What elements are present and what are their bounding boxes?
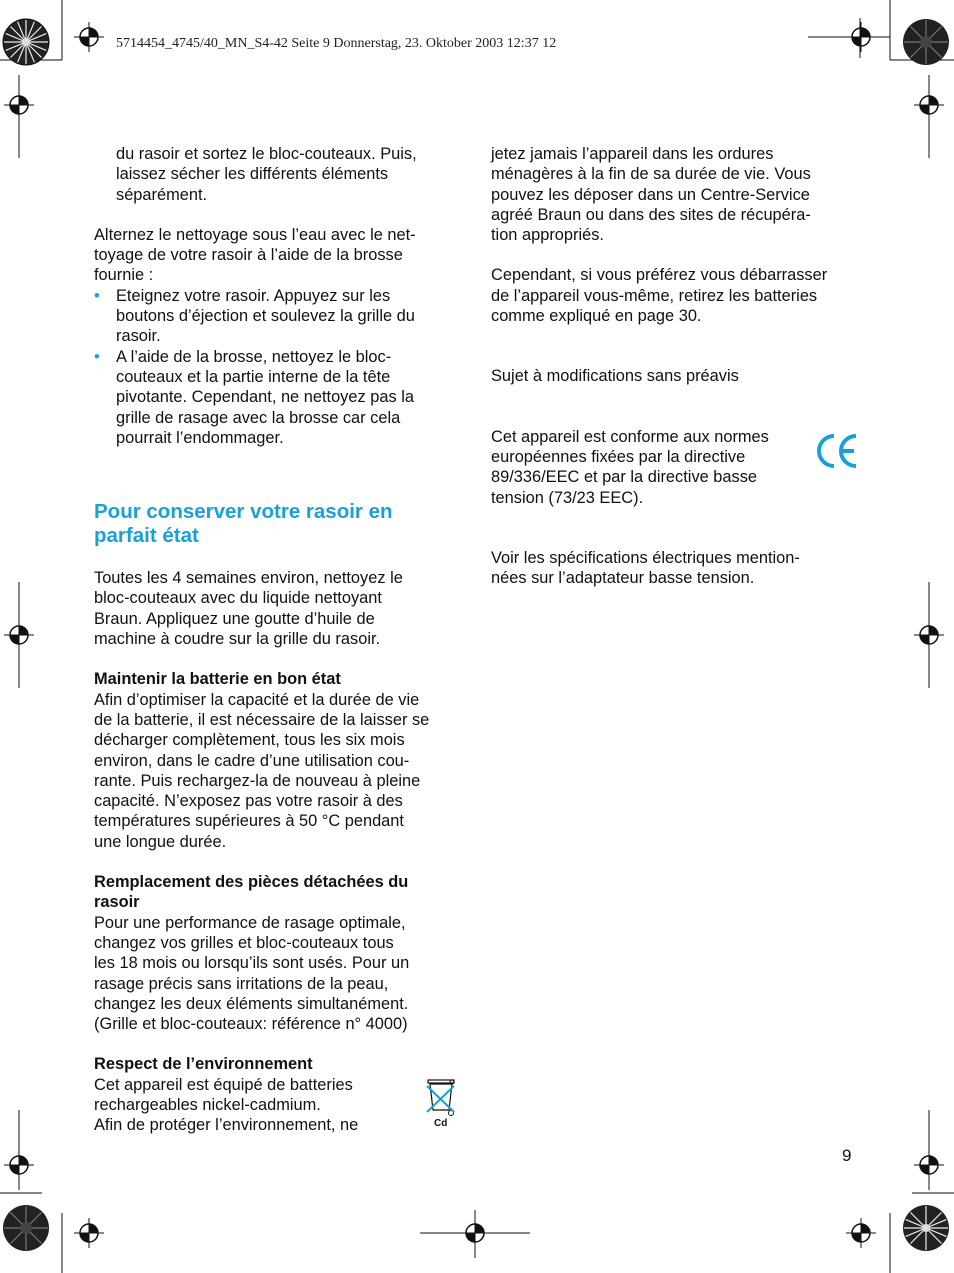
alternate-cleaning-paragraph: Alternez le nettoyage sous l’eau avec le net- toyage de votre rasoir à l’aide de la brosse fournie :: [94, 225, 416, 285]
intro-paragraph: du rasoir et sortez le bloc-couteaux. Puis, laissez sécher les différents éléments séparément.: [116, 145, 417, 204]
self-disposal-paragraph: Cependant, si vous préférez vous débarrasser de l’appareil vous-même, retirez les batteries comme expliqué en page 30.: [491, 266, 828, 326]
disposal-paragraph: jetez jamais l’appareil dans les ordures ménagères à la fin de sa durée de vie. Vous pouvez les déposer dans un Centre-Service agréé Braun ou dans des sites de récupéra- tion appropriés.: [491, 145, 811, 245]
parts-paragraph: Pour une performance de rasage optimale, changez vos grilles et bloc-couteaux tous les 18 mois ou lorsqu’ils sont usés. Pour un rasage précis sans irritations de la peau, changez les deux éléments simultanément. (Grille et bloc-couteaux: référence n° 4000): [94, 913, 410, 1034]
radial-color-wheel-icon: [2, 1204, 50, 1252]
bullet-icon: •: [94, 286, 100, 305]
crosshair-registration-icon: [460, 1218, 490, 1248]
environment-paragraph: Cet appareil est équipé de batteries rechargeables nickel-cadmium. Afin de protéger l’environnement, ne: [94, 1075, 359, 1135]
crosshair-registration-icon: [846, 22, 876, 52]
radial-color-wheel-icon: [2, 18, 50, 66]
list-item: • A l’aide de la brosse, nettoyez le bloc- couteaux et la partie interne de la tête pivotante. Cependant, ne nettoyez pas la grille de rasage avec la brosse car cela pourrait l’endommager.: [94, 347, 414, 447]
crosshair-registration-icon: [914, 90, 944, 120]
radial-color-wheel-icon: [902, 18, 950, 66]
crosshair-registration-icon: [74, 1218, 104, 1248]
notice-text: Sujet à modifications sans préavis: [491, 367, 739, 386]
section-heading: Pour conserver votre rasoir en parfait état: [94, 500, 393, 548]
parts-subheading: Remplacement des pièces détachées du rasoir: [94, 873, 409, 912]
radial-color-wheel-icon: [902, 1204, 950, 1252]
crosshair-registration-icon: [4, 1150, 34, 1180]
battery-subheading: Maintenir la batterie en bon état: [94, 670, 341, 689]
specifications-paragraph: Voir les spécifications électriques mention- nées sur l’adaptateur basse tension.: [491, 548, 800, 588]
battery-paragraph: Afin d’optimiser la capacité et la durée de vie de la batterie, il est nécessaire de la laisser se décharger complètement, tous les six mois environ, dans le cadre d’une utilisation cou- rante. Puis rechargez-la de nouveau à pleine capacité. N’exposez pas votre rasoir à des températures supérieures à 50 °C pendant une longue durée.: [94, 690, 430, 851]
list-item: • Eteignez votre rasoir. Appuyez sur les boutons d’éjection et soulevez la grille du rasoir.: [94, 286, 415, 346]
crosshair-registration-icon: [846, 1218, 876, 1248]
print-header: 5714454_4745/40_MN_S4-42 Seite 9 Donnerstag, 23. Oktober 2003 12:37 12: [116, 36, 557, 51]
environment-subheading: Respect de l’environnement: [94, 1055, 313, 1074]
crosshair-registration-icon: [914, 620, 944, 650]
conformity-paragraph: Cet appareil est conforme aux normes européennes fixées par la directive 89/336/EEC et par la directive basse tension (73/23 EEC).: [491, 427, 769, 507]
page-number: 9: [842, 1146, 852, 1165]
crosshair-registration-icon: [74, 22, 104, 52]
bullet-icon: •: [94, 347, 100, 366]
crosshair-registration-icon: [4, 620, 34, 650]
cd-label: Cd: [434, 1118, 448, 1129]
crosshair-registration-icon: [914, 1150, 944, 1180]
maintenance-paragraph: Toutes les 4 semaines environ, nettoyez le bloc-couteaux avec du liquide nettoyant Braun. Appliquez une goutte d’huile de machine à coudre sur la grille du rasoir.: [94, 569, 403, 649]
crosshair-registration-icon: [4, 90, 34, 120]
